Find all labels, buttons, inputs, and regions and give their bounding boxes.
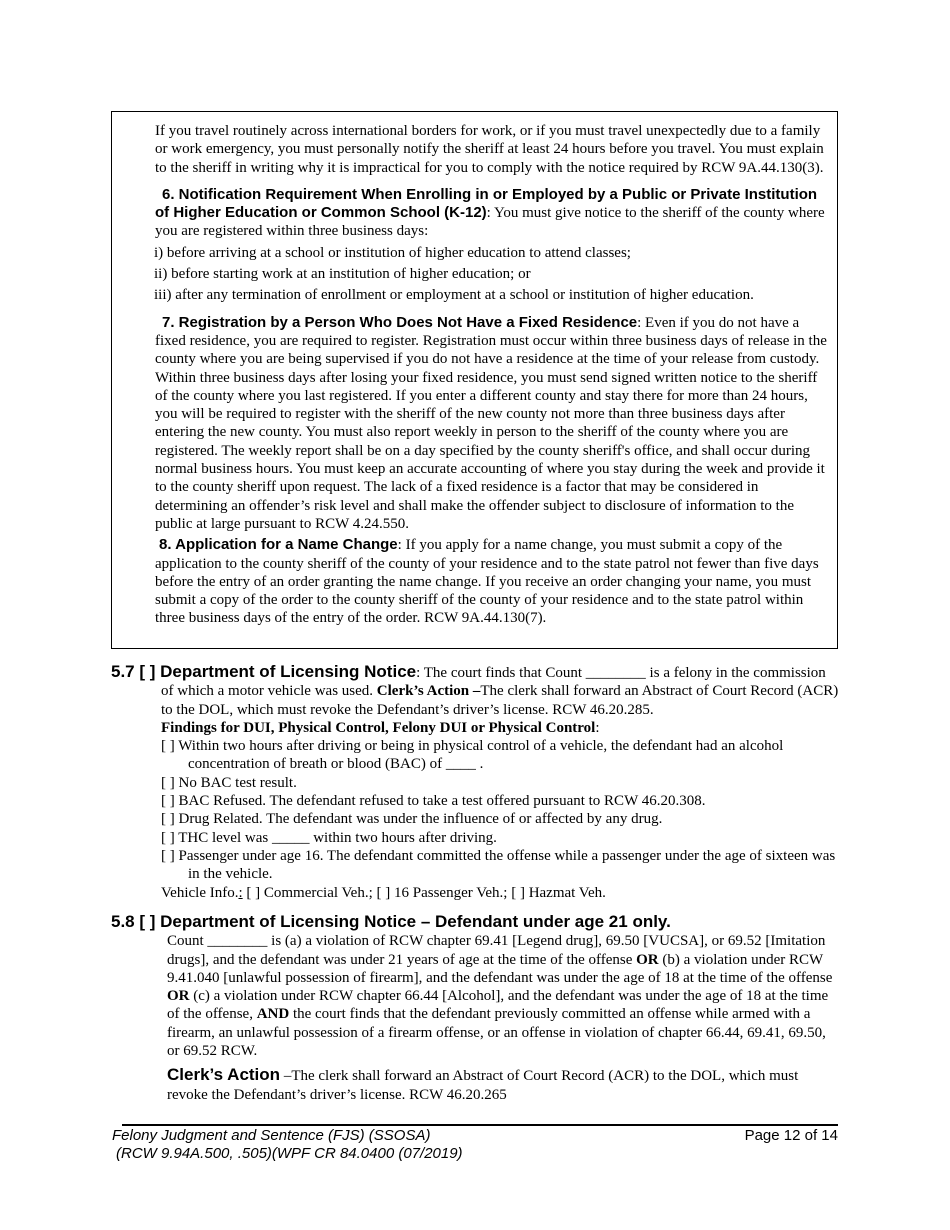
section-5-7 xyxy=(111,663,841,902)
registration-notice-box xyxy=(111,111,838,649)
section-5-8-text-d: the court finds that the defendant previously committed an offense while armed with a firearm, an unlawful possession of a firearm offense, or an offense in violation of chapter 66.44, 69.41, 69.50, or 69.52 RCW. xyxy=(167,1006,826,1060)
item-6-list-iii: iii) after any termination of enrollment or employment at a school or institution of higher education. xyxy=(154,287,754,304)
section-5-8-clerk-text: –The clerk shall forward an Abstract of Court Record (ACR) to the DOL, which must revoke the Defendant’s driver’s license. RCW 46.20.265 xyxy=(167,1068,799,1103)
item-6-list-i: i) before arriving at a school or institution of higher education to attend classes; xyxy=(154,244,631,261)
clerk-action-label: Clerk’s Action – xyxy=(376,683,481,700)
section-5-8-text-b: (b) a violation under RCW 9.41.040 [unlawful possession of firearm], and the defendant was under the age of 18 at the time of the offense xyxy=(167,951,833,986)
section-5-7-heading: 5.7 [ ] Department of Licensing Notice xyxy=(111,662,417,681)
section-5-8-paragraph xyxy=(167,932,841,1060)
findings-heading: Findings for DUI, Physical Control, Felony DUI or Physical Control xyxy=(161,719,596,736)
checkbox-bac-refused[interactable]: [ ] BAC Refused. The defendant refused to take a test offered pursuant to RCW 46.20.308. xyxy=(161,793,706,810)
checkbox-passenger-under-16[interactable]: [ ] Passenger under age 16. The defendant committed the offense while a passenger under the age of sixteen was in the vehicle. xyxy=(161,847,836,883)
section-5-7-text-after: The clerk shall forward an Abstract of Court Record (ACR) to the DOL, which must revoke the Defendant’s driver’s license. RCW 46.20.285. xyxy=(161,683,839,718)
or-keyword-2: OR xyxy=(167,988,190,1005)
item-8-text: : If you apply for a name change, you must submit a copy of the application to the county sheriff of the county of your residence and to the state patrol not fewer than five days before the entry of an order granting the name change. If you receive an order changing your name, you must submit a copy of the order to the county sheriff of the county of your residence and to the state patrol within three business days of the entry of the order. RCW 9A.44.130(7). xyxy=(155,537,819,627)
section-5-8-clerk-heading: Clerk’s Action xyxy=(167,1065,281,1085)
item-7-paragraph xyxy=(155,314,830,534)
item-6-list-ii: ii) before starting work at an institution of higher education; or xyxy=(154,266,531,283)
footer-divider xyxy=(122,1124,838,1126)
page-number: Page 12 of 14 xyxy=(744,1127,838,1144)
findings-line xyxy=(161,719,841,737)
section-5-7-text-before: : The court finds that Count ________ is a felony in the commission of which a motor vehicle was used. xyxy=(161,665,826,700)
checkbox-no-bac-result[interactable]: [ ] No BAC test result. xyxy=(161,774,297,791)
findings-colon: : xyxy=(595,719,600,736)
item-8-heading: 8. Application for a Name Change xyxy=(159,536,398,554)
section-5-7-intro xyxy=(111,663,841,719)
vehicle-info-label: Vehicle Info. xyxy=(161,884,239,901)
item-6-text: : You must give notice to the sheriff of the county where you are registered within three business days: xyxy=(155,205,825,240)
section-5-8-heading: 5.8 [ ] Department of Licensing Notice – Defendant under age 21 only. xyxy=(111,912,671,931)
checkbox-thc-level[interactable]: [ ] THC level was _____ within two hours after driving. xyxy=(161,829,497,846)
item-8-paragraph xyxy=(155,536,830,627)
footer-citation: (RCW 9.94A.500, .505)(WPF CR 84.0400 (07/2019) xyxy=(116,1145,463,1162)
item-7-heading: 7. Registration by a Person Who Does Not Have a Fixed Residence xyxy=(162,313,638,331)
footer-title: Felony Judgment and Sentence (FJS) (SSOSA) xyxy=(112,1127,431,1144)
vehicle-info-options[interactable]: [ ] Commercial Veh.; [ ] 16 Passenger Veh.; [ ] Hazmat Veh. xyxy=(242,884,606,901)
section-5-8-clerk-action xyxy=(167,1066,841,1104)
section-5-8-text-a: Count ________ is (a) a violation of RCW chapter 69.41 [Legend drug], 69.50 [VUCSA], or 69.52 [Imitation drugs], and the defendant was under 21 years of age at the time of the offense xyxy=(167,933,826,968)
item-6-heading: 6. Notification Requirement When Enrolling in or Employed by a Public or Private Institution of Higher Education or Common School (K-12) xyxy=(155,185,818,222)
travel-paragraph: If you travel routinely across international borders for work, or if you must travel unexpectedly due to a family or work emergency, you must personally notify the sheriff at least 24 hours before you travel. You must explain to the sheriff in writing why it is impractical for you to comply with the notice required by RCW 9A.44.130(3). xyxy=(155,123,824,176)
item-7-text: : Even if you do not have a fixed residence, you are required to register. Registration must occur within three business days of release in the county where you are being supervised if you do not have a residence at the time of your release from custody. Within three business days after losing your fixed residence, you must send signed written notice to the sheriff of the county where you last registered. If you enter a different county and stay there for more than 24 hours, you will be required to register with the sheriff of the new county not more than three business days after entering the new county. You must also report weekly in person to the sheriff of the county where you are registered. The weekly report shall be on a day specified by the county sheriff's office, and shall occur during normal business hours. You must keep an accurate accounting of where you stay during the week and provide it to the county sheriff upon request. The lack of a fixed residence is a factor that may be considered in determining an offender’s risk level and shall make the offender subject to disclosure of information to the public at large pursuant to RCW 4.24.550. xyxy=(155,314,827,532)
section-5-8-text-c: (c) a violation under RCW chapter 66.44 [Alcohol], and the defendant was under the age of 18 at the time of the offense, xyxy=(167,988,829,1023)
vehicle-info-line[interactable] xyxy=(161,884,841,902)
registration-notice-content xyxy=(155,122,830,628)
and-keyword: AND xyxy=(256,1006,290,1023)
section-5-8 xyxy=(111,913,841,1104)
checkbox-drug-related[interactable]: [ ] Drug Related. The defendant was under the influence of or affected by any drug. xyxy=(161,811,663,828)
checkbox-bac-level[interactable]: [ ] Within two hours after driving or being in physical control of a vehicle, the defendant had an alcohol concentration of breath or blood (BAC) of ____ . xyxy=(161,738,784,773)
vehicle-info-colon: : xyxy=(238,884,243,901)
item-6-paragraph xyxy=(155,186,830,241)
or-keyword-1: OR xyxy=(636,951,659,968)
